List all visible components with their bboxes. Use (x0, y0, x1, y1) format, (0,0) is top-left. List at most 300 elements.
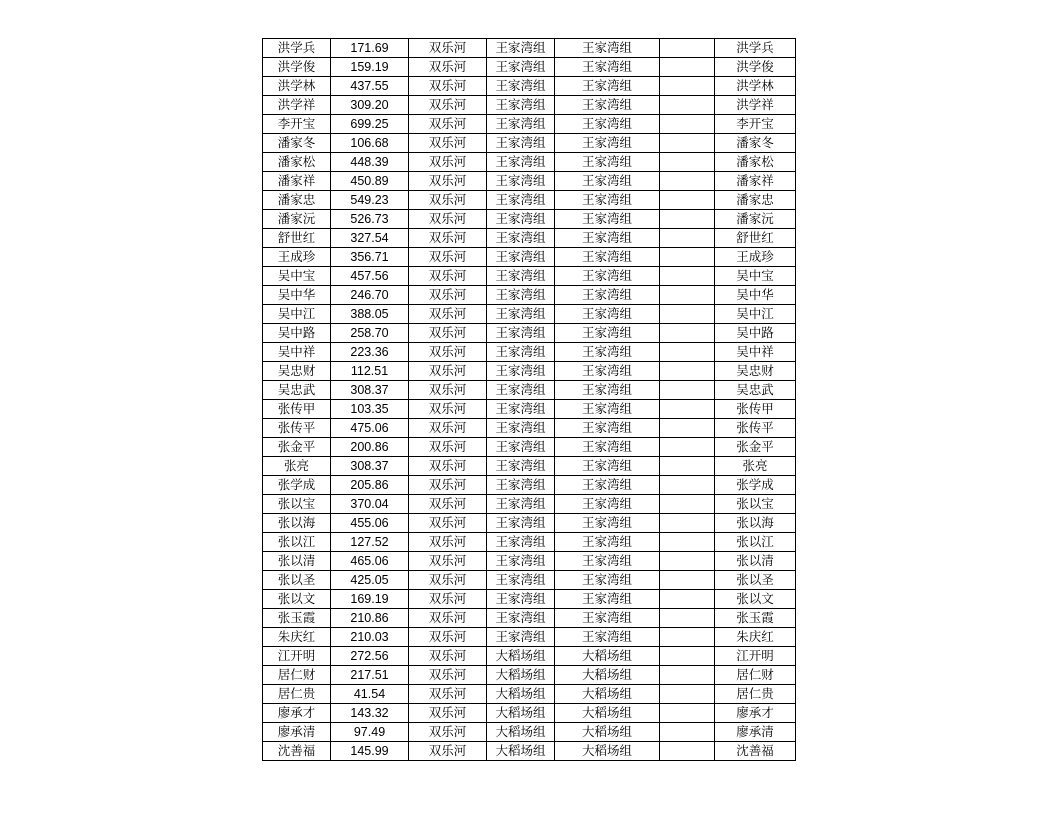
group2-cell: 王家湾组 (555, 39, 660, 58)
group2-cell: 王家湾组 (555, 552, 660, 571)
group-cell: 王家湾组 (487, 134, 555, 153)
group-cell: 王家湾组 (487, 400, 555, 419)
group-cell: 王家湾组 (487, 609, 555, 628)
table-body (263, 39, 796, 761)
name-cell: 吴中路 (263, 324, 331, 343)
owner-cell: 江开明 (715, 647, 796, 666)
group-cell: 王家湾组 (487, 229, 555, 248)
group2-cell: 王家湾组 (555, 96, 660, 115)
group2-cell: 大稻场组 (555, 685, 660, 704)
owner-cell: 吴中宝 (715, 267, 796, 286)
amount-cell: 223.36 (331, 343, 409, 362)
name-cell: 廖承清 (263, 723, 331, 742)
amount-cell: 699.25 (331, 115, 409, 134)
town-cell: 双乐河 (409, 609, 487, 628)
blank-cell (660, 666, 715, 685)
town-cell: 双乐河 (409, 685, 487, 704)
name-cell: 张亮 (263, 457, 331, 476)
table-row (263, 704, 796, 723)
blank-cell (660, 172, 715, 191)
group2-cell: 王家湾组 (555, 438, 660, 457)
town-cell: 双乐河 (409, 343, 487, 362)
group-cell: 王家湾组 (487, 324, 555, 343)
amount-cell: 526.73 (331, 210, 409, 229)
blank-cell (660, 381, 715, 400)
table-row (263, 172, 796, 191)
town-cell: 双乐河 (409, 381, 487, 400)
amount-cell: 309.20 (331, 96, 409, 115)
name-cell: 吴忠武 (263, 381, 331, 400)
blank-cell (660, 704, 715, 723)
amount-cell: 112.51 (331, 362, 409, 381)
name-cell: 张以海 (263, 514, 331, 533)
table-row (263, 495, 796, 514)
table-row (263, 647, 796, 666)
blank-cell (660, 723, 715, 742)
owner-cell: 张玉霞 (715, 609, 796, 628)
town-cell: 双乐河 (409, 419, 487, 438)
group2-cell: 王家湾组 (555, 153, 660, 172)
amount-cell: 475.06 (331, 419, 409, 438)
name-cell: 张以文 (263, 590, 331, 609)
town-cell: 双乐河 (409, 229, 487, 248)
amount-cell: 205.86 (331, 476, 409, 495)
table-row (263, 381, 796, 400)
name-cell: 居仁财 (263, 666, 331, 685)
name-cell: 吴中宝 (263, 267, 331, 286)
group2-cell: 王家湾组 (555, 590, 660, 609)
amount-cell: 41.54 (331, 685, 409, 704)
name-cell: 吴中华 (263, 286, 331, 305)
blank-cell (660, 286, 715, 305)
town-cell: 双乐河 (409, 704, 487, 723)
owner-cell: 张以宝 (715, 495, 796, 514)
group2-cell: 大稻场组 (555, 704, 660, 723)
group2-cell: 王家湾组 (555, 533, 660, 552)
group-cell: 王家湾组 (487, 58, 555, 77)
blank-cell (660, 210, 715, 229)
group-cell: 王家湾组 (487, 248, 555, 267)
group2-cell: 大稻场组 (555, 742, 660, 761)
town-cell: 双乐河 (409, 647, 487, 666)
name-cell: 洪学兵 (263, 39, 331, 58)
amount-cell: 448.39 (331, 153, 409, 172)
amount-cell: 210.03 (331, 628, 409, 647)
group2-cell: 王家湾组 (555, 172, 660, 191)
name-cell: 张金平 (263, 438, 331, 457)
name-cell: 张以江 (263, 533, 331, 552)
blank-cell (660, 742, 715, 761)
group-cell: 王家湾组 (487, 191, 555, 210)
amount-cell: 97.49 (331, 723, 409, 742)
table-row (263, 419, 796, 438)
group-cell: 王家湾组 (487, 381, 555, 400)
table-row (263, 229, 796, 248)
name-cell: 舒世红 (263, 229, 331, 248)
table-row (263, 723, 796, 742)
blank-cell (660, 267, 715, 286)
town-cell: 双乐河 (409, 96, 487, 115)
town-cell: 双乐河 (409, 286, 487, 305)
amount-cell: 308.37 (331, 457, 409, 476)
town-cell: 双乐河 (409, 628, 487, 647)
group-cell: 王家湾组 (487, 362, 555, 381)
blank-cell (660, 476, 715, 495)
name-cell: 居仁贵 (263, 685, 331, 704)
group2-cell: 王家湾组 (555, 210, 660, 229)
town-cell: 双乐河 (409, 495, 487, 514)
town-cell: 双乐河 (409, 77, 487, 96)
amount-cell: 106.68 (331, 134, 409, 153)
blank-cell (660, 191, 715, 210)
table-row (263, 77, 796, 96)
blank-cell (660, 153, 715, 172)
town-cell: 双乐河 (409, 191, 487, 210)
table-row (263, 58, 796, 77)
group2-cell: 王家湾组 (555, 495, 660, 514)
table-row (263, 666, 796, 685)
name-cell: 沈善福 (263, 742, 331, 761)
table-row (263, 742, 796, 761)
amount-cell: 425.05 (331, 571, 409, 590)
name-cell: 张以宝 (263, 495, 331, 514)
amount-cell: 217.51 (331, 666, 409, 685)
group2-cell: 王家湾组 (555, 362, 660, 381)
group-cell: 大稻场组 (487, 704, 555, 723)
town-cell: 双乐河 (409, 39, 487, 58)
group-cell: 王家湾组 (487, 343, 555, 362)
group2-cell: 王家湾组 (555, 305, 660, 324)
owner-cell: 洪学祥 (715, 96, 796, 115)
blank-cell (660, 343, 715, 362)
group-cell: 大稻场组 (487, 666, 555, 685)
name-cell: 张传甲 (263, 400, 331, 419)
name-cell: 潘家冬 (263, 134, 331, 153)
name-cell: 张以清 (263, 552, 331, 571)
amount-cell: 457.56 (331, 267, 409, 286)
table-row (263, 685, 796, 704)
table-row (263, 210, 796, 229)
group-cell: 大稻场组 (487, 685, 555, 704)
town-cell: 双乐河 (409, 210, 487, 229)
table-row (263, 362, 796, 381)
owner-cell: 李开宝 (715, 115, 796, 134)
name-cell: 潘家松 (263, 153, 331, 172)
group2-cell: 王家湾组 (555, 343, 660, 362)
blank-cell (660, 324, 715, 343)
blank-cell (660, 39, 715, 58)
town-cell: 双乐河 (409, 552, 487, 571)
group-cell: 王家湾组 (487, 419, 555, 438)
group2-cell: 大稻场组 (555, 666, 660, 685)
owner-cell: 张以圣 (715, 571, 796, 590)
group2-cell: 大稻场组 (555, 723, 660, 742)
owner-cell: 潘家沅 (715, 210, 796, 229)
blank-cell (660, 685, 715, 704)
group-cell: 王家湾组 (487, 476, 555, 495)
table-row (263, 96, 796, 115)
owner-cell: 张亮 (715, 457, 796, 476)
table-row (263, 609, 796, 628)
town-cell: 双乐河 (409, 723, 487, 742)
owner-cell: 沈善福 (715, 742, 796, 761)
table-row (263, 457, 796, 476)
amount-cell: 308.37 (331, 381, 409, 400)
name-cell: 张以圣 (263, 571, 331, 590)
group-cell: 大稻场组 (487, 647, 555, 666)
town-cell: 双乐河 (409, 153, 487, 172)
table-row (263, 571, 796, 590)
blank-cell (660, 77, 715, 96)
amount-cell: 103.35 (331, 400, 409, 419)
owner-cell: 居仁贵 (715, 685, 796, 704)
owner-cell: 居仁财 (715, 666, 796, 685)
group2-cell: 王家湾组 (555, 400, 660, 419)
owner-cell: 张传甲 (715, 400, 796, 419)
owner-cell: 张学成 (715, 476, 796, 495)
group-cell: 王家湾组 (487, 438, 555, 457)
amount-cell: 327.54 (331, 229, 409, 248)
town-cell: 双乐河 (409, 742, 487, 761)
owner-cell: 张以清 (715, 552, 796, 571)
group2-cell: 王家湾组 (555, 514, 660, 533)
amount-cell: 455.06 (331, 514, 409, 533)
group2-cell: 王家湾组 (555, 381, 660, 400)
town-cell: 双乐河 (409, 305, 487, 324)
blank-cell (660, 628, 715, 647)
name-cell: 王成珍 (263, 248, 331, 267)
amount-cell: 127.52 (331, 533, 409, 552)
blank-cell (660, 134, 715, 153)
name-cell: 李开宝 (263, 115, 331, 134)
blank-cell (660, 438, 715, 457)
name-cell: 吴忠财 (263, 362, 331, 381)
blank-cell (660, 58, 715, 77)
owner-cell: 张以文 (715, 590, 796, 609)
town-cell: 双乐河 (409, 362, 487, 381)
name-cell: 潘家忠 (263, 191, 331, 210)
amount-cell: 246.70 (331, 286, 409, 305)
amount-cell: 388.05 (331, 305, 409, 324)
table-row (263, 533, 796, 552)
table-row (263, 628, 796, 647)
group2-cell: 王家湾组 (555, 229, 660, 248)
group2-cell: 王家湾组 (555, 115, 660, 134)
table-row (263, 343, 796, 362)
blank-cell (660, 571, 715, 590)
group-cell: 王家湾组 (487, 305, 555, 324)
name-cell: 洪学祥 (263, 96, 331, 115)
table-row (263, 39, 796, 58)
name-cell: 张学成 (263, 476, 331, 495)
group-cell: 王家湾组 (487, 153, 555, 172)
group-cell: 王家湾组 (487, 590, 555, 609)
owner-cell: 张传平 (715, 419, 796, 438)
group2-cell: 王家湾组 (555, 77, 660, 96)
blank-cell (660, 457, 715, 476)
table-row (263, 191, 796, 210)
town-cell: 双乐河 (409, 324, 487, 343)
group2-cell: 王家湾组 (555, 457, 660, 476)
group2-cell: 王家湾组 (555, 58, 660, 77)
blank-cell (660, 647, 715, 666)
name-cell: 洪学俊 (263, 58, 331, 77)
group2-cell: 王家湾组 (555, 286, 660, 305)
town-cell: 双乐河 (409, 58, 487, 77)
group-cell: 王家湾组 (487, 210, 555, 229)
group2-cell: 王家湾组 (555, 609, 660, 628)
group-cell: 王家湾组 (487, 457, 555, 476)
group2-cell: 王家湾组 (555, 476, 660, 495)
table-row (263, 305, 796, 324)
group-cell: 王家湾组 (487, 286, 555, 305)
owner-cell: 吴中路 (715, 324, 796, 343)
group2-cell: 王家湾组 (555, 191, 660, 210)
town-cell: 双乐河 (409, 457, 487, 476)
town-cell: 双乐河 (409, 571, 487, 590)
group-cell: 王家湾组 (487, 77, 555, 96)
group-cell: 王家湾组 (487, 514, 555, 533)
amount-cell: 143.32 (331, 704, 409, 723)
name-cell: 吴中祥 (263, 343, 331, 362)
owner-cell: 潘家忠 (715, 191, 796, 210)
table-row (263, 400, 796, 419)
amount-cell: 210.86 (331, 609, 409, 628)
group2-cell: 王家湾组 (555, 267, 660, 286)
blank-cell (660, 115, 715, 134)
group-cell: 王家湾组 (487, 495, 555, 514)
table-row (263, 286, 796, 305)
town-cell: 双乐河 (409, 438, 487, 457)
blank-cell (660, 495, 715, 514)
blank-cell (660, 248, 715, 267)
table-row (263, 134, 796, 153)
owner-cell: 吴忠武 (715, 381, 796, 400)
group-cell: 王家湾组 (487, 628, 555, 647)
owner-cell: 廖承清 (715, 723, 796, 742)
town-cell: 双乐河 (409, 172, 487, 191)
table-row (263, 153, 796, 172)
table-row (263, 590, 796, 609)
name-cell: 洪学林 (263, 77, 331, 96)
town-cell: 双乐河 (409, 476, 487, 495)
amount-cell: 465.06 (331, 552, 409, 571)
owner-cell: 张金平 (715, 438, 796, 457)
town-cell: 双乐河 (409, 400, 487, 419)
group-cell: 王家湾组 (487, 172, 555, 191)
group2-cell: 王家湾组 (555, 248, 660, 267)
blank-cell (660, 590, 715, 609)
owner-cell: 吴忠财 (715, 362, 796, 381)
amount-cell: 549.23 (331, 191, 409, 210)
group2-cell: 王家湾组 (555, 628, 660, 647)
table-row (263, 438, 796, 457)
name-cell: 吴中江 (263, 305, 331, 324)
name-cell: 潘家沅 (263, 210, 331, 229)
town-cell: 双乐河 (409, 666, 487, 685)
town-cell: 双乐河 (409, 267, 487, 286)
group-cell: 王家湾组 (487, 267, 555, 286)
owner-cell: 王成珍 (715, 248, 796, 267)
amount-cell: 171.69 (331, 39, 409, 58)
town-cell: 双乐河 (409, 533, 487, 552)
amount-cell: 450.89 (331, 172, 409, 191)
town-cell: 双乐河 (409, 115, 487, 134)
owner-cell: 潘家松 (715, 153, 796, 172)
table-row (263, 267, 796, 286)
group2-cell: 王家湾组 (555, 419, 660, 438)
town-cell: 双乐河 (409, 590, 487, 609)
owner-cell: 吴中祥 (715, 343, 796, 362)
owner-cell: 潘家冬 (715, 134, 796, 153)
owner-cell: 吴中江 (715, 305, 796, 324)
blank-cell (660, 96, 715, 115)
name-cell: 江开明 (263, 647, 331, 666)
group-cell: 大稻场组 (487, 723, 555, 742)
owner-cell: 舒世红 (715, 229, 796, 248)
group2-cell: 王家湾组 (555, 134, 660, 153)
name-cell: 朱庆红 (263, 628, 331, 647)
town-cell: 双乐河 (409, 248, 487, 267)
owner-cell: 吴中华 (715, 286, 796, 305)
blank-cell (660, 419, 715, 438)
amount-cell: 370.04 (331, 495, 409, 514)
group-cell: 王家湾组 (487, 115, 555, 134)
table-row (263, 514, 796, 533)
blank-cell (660, 609, 715, 628)
table-row (263, 324, 796, 343)
table-row (263, 476, 796, 495)
amount-cell: 159.19 (331, 58, 409, 77)
group-cell: 王家湾组 (487, 39, 555, 58)
owner-cell: 潘家祥 (715, 172, 796, 191)
group2-cell: 王家湾组 (555, 571, 660, 590)
blank-cell (660, 305, 715, 324)
owner-cell: 洪学俊 (715, 58, 796, 77)
amount-cell: 169.19 (331, 590, 409, 609)
amount-cell: 356.71 (331, 248, 409, 267)
blank-cell (660, 362, 715, 381)
name-cell: 廖承才 (263, 704, 331, 723)
table-row (263, 248, 796, 267)
blank-cell (660, 229, 715, 248)
amount-cell: 200.86 (331, 438, 409, 457)
amount-cell: 437.55 (331, 77, 409, 96)
owner-cell: 洪学林 (715, 77, 796, 96)
group-cell: 王家湾组 (487, 96, 555, 115)
group-cell: 王家湾组 (487, 552, 555, 571)
name-cell: 张玉霞 (263, 609, 331, 628)
amount-cell: 272.56 (331, 647, 409, 666)
group-cell: 王家湾组 (487, 533, 555, 552)
blank-cell (660, 400, 715, 419)
amount-cell: 145.99 (331, 742, 409, 761)
blank-cell (660, 552, 715, 571)
group-cell: 大稻场组 (487, 742, 555, 761)
group2-cell: 大稻场组 (555, 647, 660, 666)
amount-cell: 258.70 (331, 324, 409, 343)
data-table (262, 38, 796, 761)
owner-cell: 张以江 (715, 533, 796, 552)
town-cell: 双乐河 (409, 134, 487, 153)
blank-cell (660, 514, 715, 533)
table-row (263, 552, 796, 571)
group2-cell: 王家湾组 (555, 324, 660, 343)
town-cell: 双乐河 (409, 514, 487, 533)
group-cell: 王家湾组 (487, 571, 555, 590)
owner-cell: 廖承才 (715, 704, 796, 723)
owner-cell: 朱庆红 (715, 628, 796, 647)
